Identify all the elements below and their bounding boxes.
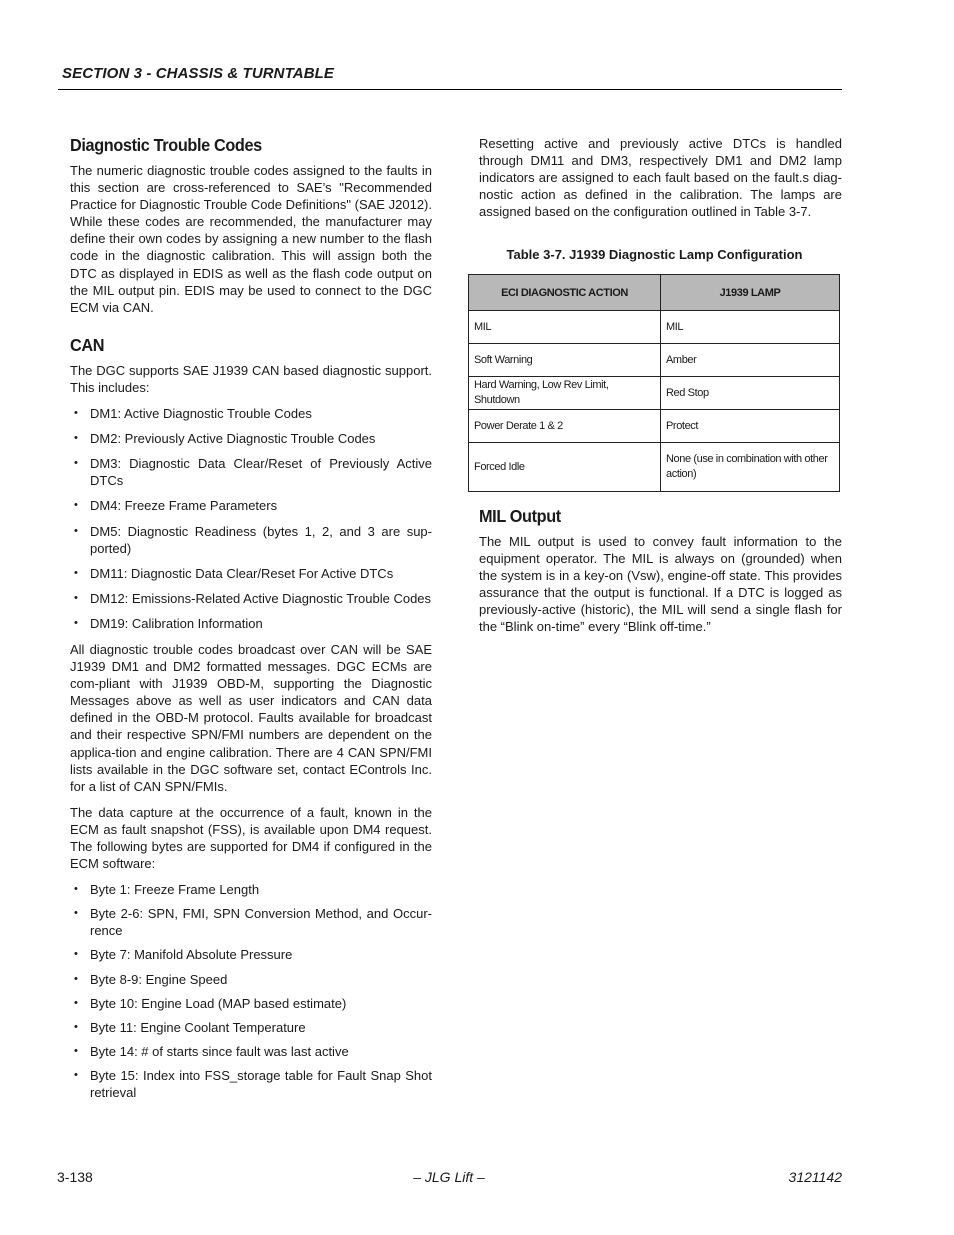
table-cell: Hard Warning, Low Rev Limit, Shutdown	[469, 377, 661, 410]
list-item: • Byte 2-6: SPN, FMI, SPN Conversion Method, and Occur-rence	[70, 905, 432, 939]
table-cell: MIL	[661, 311, 840, 344]
header-divider	[58, 89, 842, 90]
table-cell: MIL	[469, 311, 661, 344]
list-item: • Byte 8-9: Engine Speed	[70, 971, 432, 988]
list-item: • Byte 11: Engine Coolant Temperature	[70, 1019, 432, 1036]
table-cell: None (use in combination with other action)	[661, 443, 840, 492]
lamp-configuration-table	[468, 274, 840, 492]
table-row	[469, 311, 840, 344]
document-number: 3121142	[788, 1169, 842, 1185]
byte-list	[70, 881, 432, 1101]
list-item: • DM12: Emissions-Related Active Diagnostic Trouble Codes	[70, 590, 432, 607]
mil-heading: MIL Output	[479, 506, 561, 526]
list-item: • Byte 15: Index into FSS_storage table for Fault Snap Shot retrieval	[70, 1067, 432, 1101]
left-column	[70, 135, 432, 1101]
dtc-paragraph: The numeric diagnostic trouble codes assigned to the faults in this section are cross-referenced to SAE’s "Recommended Practice for Diagnostic Trouble Code Definitions" (SAE J2012). While these codes are recommended, the manufacturer may define their own codes by assigning a new number to the flash code in the diagnostic calibration. This will assign both the DTC as displayed in EDIS as well as the flash code output on the MIL output pin. EDIS may be used to connect to the DGC ECM via CAN.	[70, 163, 432, 315]
table-cell: Red Stop	[661, 377, 840, 410]
list-item: • DM11: Diagnostic Data Clear/Reset For Active DTCs	[70, 565, 432, 582]
column-header: ECI DIAGNOSTIC ACTION	[469, 275, 661, 311]
table-row	[469, 344, 840, 377]
page-number: 3-138	[57, 1169, 93, 1185]
can-broadcast-paragraph: All diagnostic trouble codes broadcast over CAN will be SAE J1939 DM1 and DM2 formatted messages. DGC ECMs are com-pliant with J1939 OBD-M, supporting the Diagnostic Messages above as well as user indicators and CAN data defined in the OBD-M protocol. Faults available for broadcast and their respective SPN/FMI numbers are dependent on the applica-tion and engine calibration. There are 4 CAN SPN/FMI lists available in the DGC software set, contact EControls Inc. for a list of CAN SPN/FMIs.	[70, 641, 432, 794]
footer-publisher: – JLG Lift –	[413, 1169, 485, 1185]
mil-section	[479, 506, 842, 636]
section-title: SECTION 3 - CHASSIS & TURNTABLE	[62, 65, 335, 82]
column-header: J1939 LAMP	[661, 275, 840, 311]
table-row	[469, 443, 840, 492]
list-item: • Byte 10: Engine Load (MAP based estimate)	[70, 995, 432, 1012]
table-cell: Forced Idle	[469, 443, 661, 492]
table-row	[469, 377, 840, 410]
table-cell: Protect	[661, 410, 840, 443]
list-item: • Byte 7: Manifold Absolute Pressure	[70, 946, 432, 963]
table-cell: Soft Warning	[469, 344, 661, 377]
list-item: • DM5: Diagnostic Readiness (bytes 1, 2, and 3 are sup-ported)	[70, 523, 432, 557]
table-header-row	[469, 275, 840, 311]
right-column	[479, 135, 842, 220]
table-cell: Amber	[661, 344, 840, 377]
list-item: • DM2: Previously Active Diagnostic Trouble Codes	[70, 430, 432, 447]
mil-paragraph: The MIL output is used to convey fault information to the equipment operator. The MIL is always on (grounded) when the system is in a key-on (Vsw), engine-off state. This provides assurance that the output is functional. If a DTC is logged as previously-active (historic), the MIL will send a single flash for the “Blink on-time” every “Blink off-time.”	[479, 534, 842, 635]
list-item: • DM3: Diagnostic Data Clear/Reset of Previously Active DTCs	[70, 455, 432, 489]
list-item: • DM19: Calibration Information	[70, 615, 432, 632]
list-item: • DM1: Active Diagnostic Trouble Codes	[70, 405, 432, 422]
fault-capture-paragraph: The data capture at the occurrence of a fault, known in the ECM as fault snapshot (FSS), is available upon DM4 request. The following bytes are supported for DM4 if configured in the ECM software:	[70, 804, 432, 872]
list-item: • DM4: Freeze Frame Parameters	[70, 497, 432, 514]
table-row	[469, 410, 840, 443]
table-caption: Table 3-7. J1939 Diagnostic Lamp Configuration	[506, 247, 803, 262]
dm-list	[70, 405, 432, 632]
list-item: • Byte 1: Freeze Frame Length	[70, 881, 432, 898]
reset-paragraph: Resetting active and previously active DTCs is handled through DM11 and DM3, respectively DM1 and DM2 lamp indicators are assigned to each fault based on the fault.s diag-nostic action as defined in the calibration. The lamps are assigned based on the configuration outlined in Table 3-7.	[479, 136, 842, 220]
list-item: • Byte 14: # of starts since fault was last active	[70, 1043, 432, 1060]
table-cell: Power Derate 1 & 2	[469, 410, 661, 443]
can-intro-paragraph: The DGC supports SAE J1939 CAN based diagnostic support. This includes:	[70, 362, 432, 395]
dtc-heading: Diagnostic Trouble Codes	[70, 135, 262, 155]
can-heading: CAN	[70, 334, 105, 355]
